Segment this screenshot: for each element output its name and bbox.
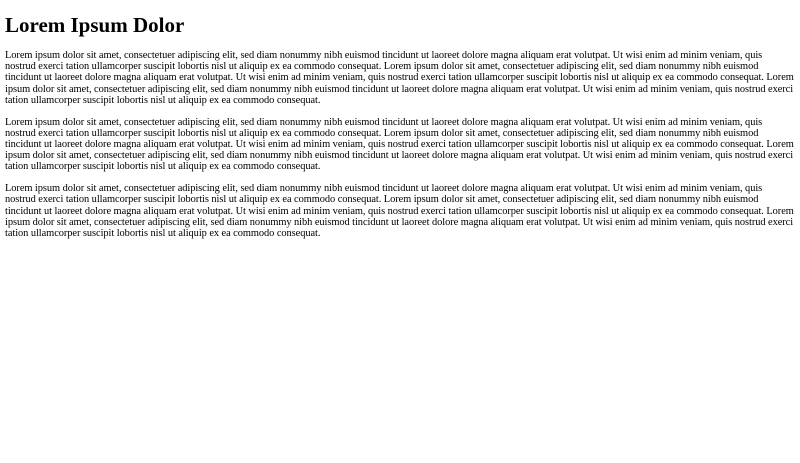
paragraph-3: Lorem ipsum dolor sit amet, consectetuer adipiscing elit, sed diam nonummy nibh euismod tincidunt ut laoreet dolore magna aliquam erat volutpat. Ut wisi enim ad minim veniam, quis nostrud exerci tation ullamcorper suscipit lobortis nisl ut aliquip ex ea commodo consequat. Lorem ipsum dolor sit amet, consectetuer adipiscing elit, sed diam nonummy nibh euismod tincidunt ut laoreet dolore magna aliquam erat volutpat. Ut wisi enim ad minim veniam, quis nostrud exerci tation ullamcorper suscipit lobortis nisl ut aliquip ex ea commodo consequat. Lorem ipsum dolor sit amet, consectetuer adipiscing elit, sed diam nonummy nibh euismod tincidunt ut laoreet dolore magna aliquam erat volutpat. Ut wisi enim ad minim veniam, quis nostrud exerci tation ullamcorper suscipit lobortis nisl ut aliquip ex ea commodo consequat. (5, 183, 794, 240)
document-page (0, 13, 800, 239)
paragraph-1: Lorem ipsum dolor sit amet, consectetuer adipiscing elit, sed diam nonummy nibh euismod tincidunt ut laoreet dolore magna aliquam erat volutpat. Ut wisi enim ad minim veniam, quis nostrud exerci tation ullamcorper suscipit lobortis nisl ut aliquip ex ea commodo consequat. Lorem ipsum dolor sit amet, consectetuer adipiscing elit, sed diam nonummy nibh euismod tincidunt ut laoreet dolore magna aliquam erat volutpat. Ut wisi enim ad minim veniam, quis nostrud exerci tation ullamcorper suscipit lobortis nisl ut aliquip ex ea commodo consequat. Lorem ipsum dolor sit amet, consectetuer adipiscing elit, sed diam nonummy nibh euismod tincidunt ut laoreet dolore magna aliquam erat volutpat. Ut wisi enim ad minim veniam, quis nostrud exerci tation ullamcorper suscipit lobortis nisl ut aliquip ex ea commodo consequat. (5, 50, 794, 106)
paragraph-2: Lorem ipsum dolor sit amet, consectetuer adipiscing elit, sed diam nonummy nibh euismod tincidunt ut laoreet dolore magna aliquam erat volutpat. Ut wisi enim ad minim veniam, quis nostrud exerci tation ullamcorper suscipit lobortis nisl ut aliquip ex ea commodo consequat. Lorem ipsum dolor sit amet, consectetuer adipiscing elit, sed diam nonummy nibh euismod tincidunt ut laoreet dolore magna aliquam erat volutpat. Ut wisi enim ad minim veniam, quis nostrud exerci tation ullamcorper suscipit lobortis nisl ut aliquip ex ea commodo consequat. Lorem ipsum dolor sit amet, consectetuer adipiscing elit, sed diam nonummy nibh euismod tincidunt ut laoreet dolore magna aliquam erat volutpat. Ut wisi enim ad minim veniam, quis nostrud exerci tation ullamcorper suscipit lobortis nisl ut aliquip ex ea commodo consequat. (5, 116, 794, 173)
page-title: Lorem Ipsum Dolor (5, 13, 185, 37)
